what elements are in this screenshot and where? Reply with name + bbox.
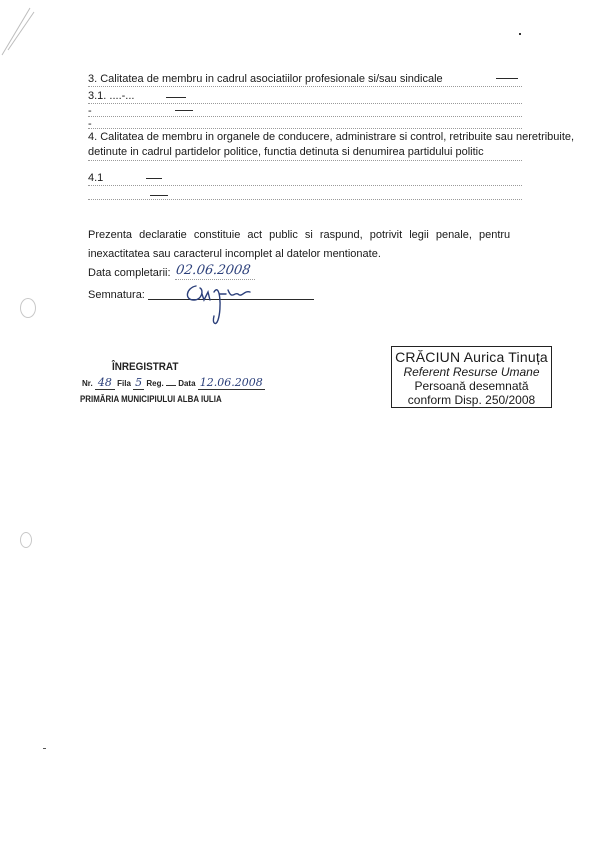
nr-label: Nr.	[82, 379, 93, 388]
reg-blank	[166, 385, 176, 386]
nr-value: 48	[95, 376, 115, 390]
section3-dash: -	[88, 105, 92, 117]
section3-heading: 3. Calitatea de membru in cadrul asociatiilor profesionale si/sau sindicale	[88, 73, 443, 85]
registration-fields	[82, 376, 265, 391]
scan-speck	[519, 33, 521, 35]
blank-dash	[175, 110, 193, 111]
blank-dash	[146, 178, 162, 179]
form-line	[88, 185, 522, 186]
form-line	[88, 160, 522, 161]
form-line	[88, 116, 522, 117]
punch-hole-mark	[20, 532, 32, 548]
stamp-line3: Persoană desemnată	[414, 379, 529, 393]
section3-dash: -	[88, 118, 92, 130]
declaration-line2: inexactitatea sau caracterul incomplet al datelor mentionate.	[88, 248, 381, 260]
section4-heading-line1: 4. Calitatea de membru in organele de conducere, administrare si control, retribuite sau neretribuite,	[88, 131, 575, 143]
scan-speck	[43, 748, 46, 749]
stamp-name: CRĂCIUN Aurica Tinuța	[395, 349, 548, 365]
data-label: Data	[178, 379, 196, 388]
date-label: Data completarii:	[88, 267, 171, 279]
fila-value: 5	[135, 376, 143, 389]
registration-date: 12.06.2008	[199, 376, 263, 389]
declaration-line1: Prezenta declaratie constituie act public si raspund, potrivit legii penale, pentru	[88, 229, 511, 241]
punch-hole-mark	[20, 298, 36, 318]
section4-item: 4.1	[88, 172, 104, 184]
stamp-role: Referent Resurse Umane	[403, 365, 540, 379]
section4-heading-line2: detinute in cadrul partidelor politice, functia detinuta si denumirea partidului politic	[88, 146, 484, 158]
date-value: 02.06.2008	[174, 263, 252, 278]
scan-corner-mark	[0, 0, 40, 60]
form-line	[88, 86, 522, 87]
signature-label: Semnatura:	[88, 289, 145, 301]
registration-title: ÎNREGISTRAT	[112, 361, 179, 373]
fila-label: Fila	[117, 379, 131, 388]
handwritten-signature	[180, 278, 260, 330]
registration-institution: PRIMĂRIA MUNICIPIULUI ALBA IULIA	[80, 394, 222, 404]
form-line	[88, 199, 522, 200]
reg-label: Reg.	[146, 379, 164, 388]
form-line	[88, 128, 522, 129]
blank-dash	[166, 97, 186, 98]
blank-dash	[150, 195, 168, 196]
blank-dash	[496, 78, 518, 79]
form-line	[88, 103, 522, 104]
stamp-line4: conform Disp. 250/2008	[407, 393, 536, 407]
section3-item: 3.1. ....-...	[88, 90, 135, 102]
official-stamp	[391, 346, 552, 408]
